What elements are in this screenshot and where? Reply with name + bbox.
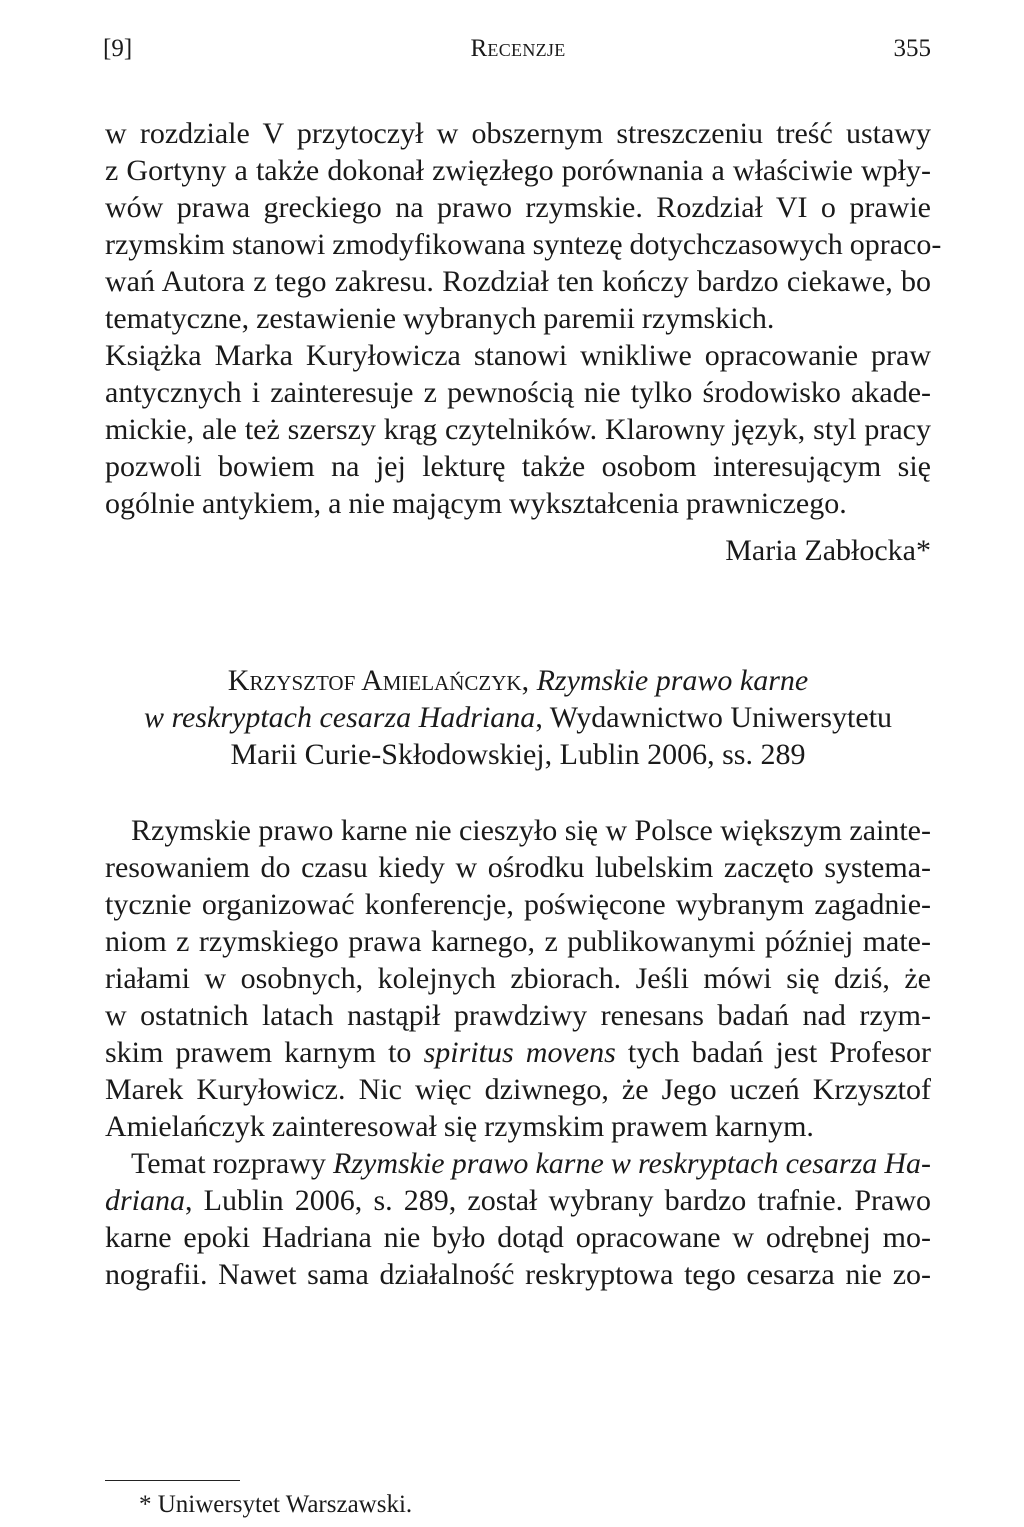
page-number: 355 (893, 35, 931, 62)
text-line: wów prawa greckiego na prawo rzymskie. Rozdział VI o prawie (105, 191, 931, 224)
text-line (105, 1034, 931, 1071)
text-line: riałami w osobnych, kolejnych zbiorach. Jeśli mówi się dziś, że (105, 962, 931, 995)
text-run: Temat rozprawy (131, 1147, 333, 1180)
review-2-paragraph-2 (105, 1145, 931, 1293)
book-title-part-2: w reskryptach cesarza Hadriana (143, 701, 536, 734)
text-line (105, 1145, 931, 1182)
book-title-part-1: Rzymskie prawo karne (536, 664, 809, 697)
text-line: Książka Marka Kuryłowicza stanowi wnikliwe opracowanie praw (105, 339, 931, 372)
reviewer-signature: Maria Zabłocka* (725, 534, 931, 567)
text-line: karne epoki Hadriana nie było dotąd opracowane w odrębnej mo- (105, 1221, 931, 1254)
review-1-body (105, 115, 942, 522)
text-line: ogólnie antykiem, a nie mającym wykształcenia prawniczego. (105, 487, 847, 520)
text-line: wań Autora z tego zakresu. Rozdział ten kończy bardzo ciekawe, bo (105, 265, 931, 298)
text-line: z Gortyny a także dokonał zwięzłego porównania a właściwie wpły- (105, 154, 931, 187)
review-2-paragraph-1 (105, 812, 931, 1145)
citation-line-2 (105, 699, 931, 736)
text-line: Marek Kuryłowicz. Nic więc dziwnego, że Jego uczeń Krzysztof (105, 1073, 931, 1106)
footnote: * Uniwersytet Warszawski. (139, 1491, 413, 1518)
text-line: w rozdziale V przytoczył w obszernym streszczeniu treść ustawy (105, 117, 931, 150)
review-2-body (105, 812, 931, 1293)
text-line: nografii. Nawet sama działalność reskryptowa tego cesarza nie zo- (105, 1258, 931, 1291)
running-header (105, 34, 931, 64)
text-line: Amielańczyk zainteresował się rzymskim prawem karnym. (105, 1110, 814, 1143)
running-title: Recenzje (470, 35, 566, 62)
footnote-rule (105, 1480, 240, 1481)
text-line (105, 1182, 931, 1219)
page (103, 0, 942, 1527)
text-line: pozwoli bowiem na jej lekturę także osobom interesującym się (105, 450, 931, 483)
text-run: , Lublin 2006, s. 289, został wybrany bardzo trafnie. Prawo (185, 1184, 931, 1217)
citation-line-3: Marii Curie-Skłodowskiej, Lublin 2006, ss. 289 (230, 738, 806, 771)
review-1-paragraph-1 (105, 115, 942, 337)
text-line: tycznie organizować konferencje, poświęcone wybranym zagadnie- (105, 888, 931, 921)
text-line: niom z rzymskiego prawa karnego, z publikowanymi później mate- (105, 925, 931, 958)
text-line: antycznych i zainteresuje z pewnością nie tylko środowisko akade- (105, 376, 931, 409)
text-run: skim prawem karnym to (105, 1036, 424, 1069)
section-number: [9] (103, 35, 133, 62)
book-publisher-part-1: , Wydawnictwo Uniwersytetu (535, 701, 893, 734)
text-line: mickie, ale też szerszy krąg czytelników. Klarowny język, styl pracy (105, 413, 931, 446)
book-citation (105, 662, 931, 773)
text-run-italic: driana (105, 1184, 186, 1217)
text-run-italic: spiritus movens (423, 1036, 616, 1069)
text-run-italic: Rzymskie prawo karne w reskryptach cesarza Ha- (333, 1147, 931, 1180)
citation-line-1 (105, 662, 931, 699)
text-line: resowaniem do czasu kiedy w ośrodku lubelskim zaczęto systema- (105, 851, 931, 884)
text-line: tematyczne, zestawienie wybranych paremii rzymskich. (105, 302, 775, 335)
text-line: rzymskim stanowi zmodyfikowana syntezę dotychczasowych opraco- (105, 228, 942, 261)
text-line: Rzymskie prawo karne nie cieszyło się w Polsce większym zainte- (131, 814, 931, 847)
review-1-paragraph-2 (105, 337, 931, 522)
book-author: Krzysztof Amielańczyk, (227, 664, 530, 697)
text-run: tych badań jest Profesor (615, 1036, 931, 1069)
text-line: w ostatnich latach nastąpił prawdziwy renesans badań nad rzym- (105, 999, 931, 1032)
